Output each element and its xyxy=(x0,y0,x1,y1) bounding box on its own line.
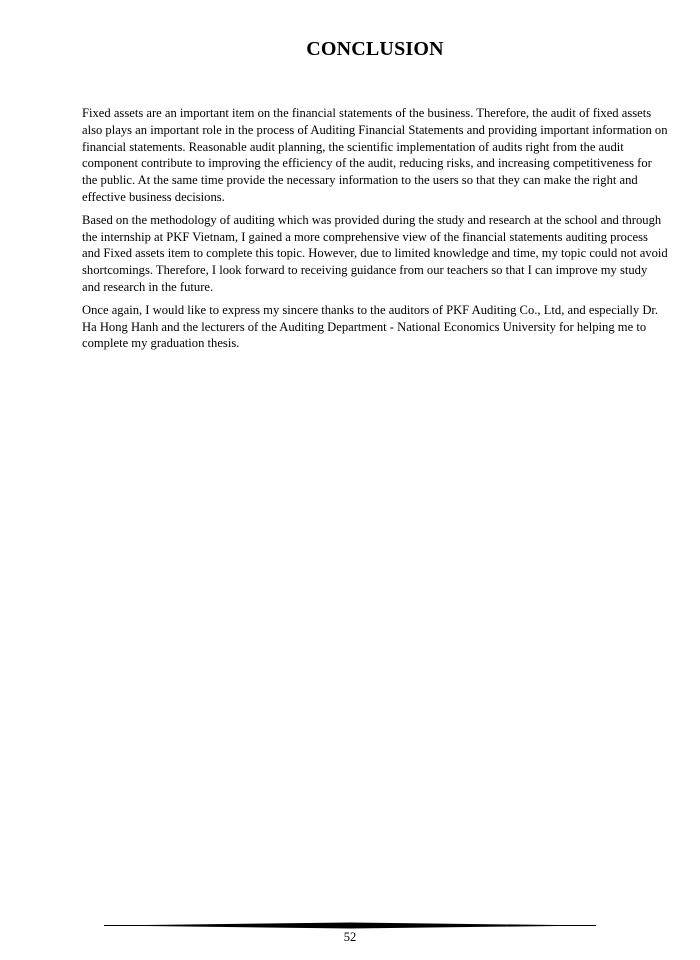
paragraph-intro: Fixed assets are an important item on the financial statements of the business. Therefore, the audit of fixed assets also plays an important role in the process of Auditing Financial Statements and providing important information on financial statements. Reasonable audit planning, the scientific implementation of audits right from the audit component contribute to improving the efficiency of the audit, reducing risks, and increasing competitiveness for the public. At the same time provide the necessary information to the users so that they can make the right and effective business decisions. xyxy=(82,106,668,204)
body-text xyxy=(82,105,668,358)
page-number: 52 xyxy=(343,930,357,944)
paragraph-methodology: Based on the methodology of auditing which was provided during the study and research at the school and through the internship at PKF Vietnam, I gained a more comprehensive view of the financial statements auditing process and Fixed assets item to complete this topic. However, due to limited knowledge and time, my topic could not avoid shortcomings. Therefore, I look forward to receiving guidance from our teachers so that I can improve my study and research in the future. xyxy=(82,212,668,294)
paragraph-thanks: Once again, I would like to express my sincere thanks to the auditors of PKF Auditing Co., Ltd, and especially Dr. Ha Hong Hanh and the lecturers of the Auditing Department - National Economics University for helping me to complete my graduation thesis. xyxy=(82,302,659,351)
footer-rule xyxy=(0,918,700,930)
page-title: CONCLUSION xyxy=(306,38,444,60)
